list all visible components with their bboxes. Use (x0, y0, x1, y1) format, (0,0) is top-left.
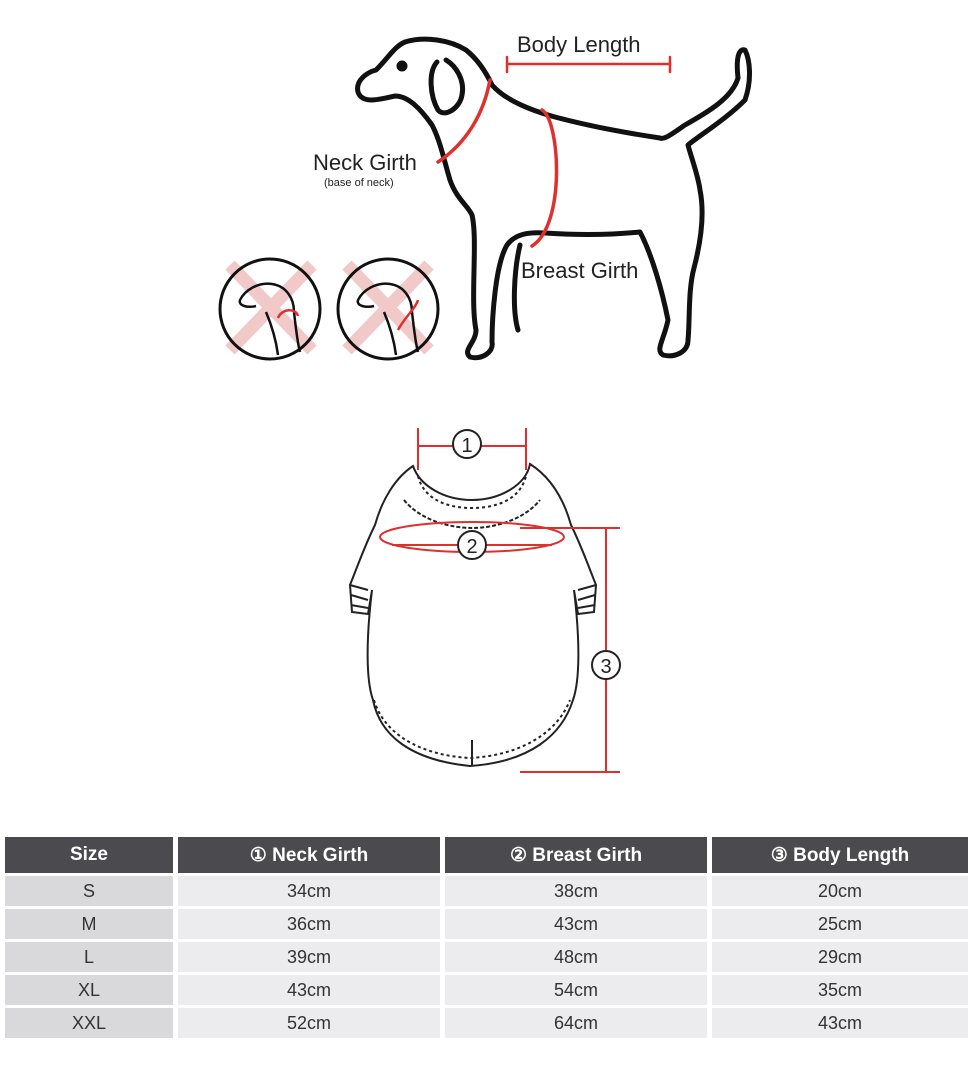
header-breast-girth: ② Breast Girth (445, 837, 707, 873)
neck-girth-cell: 43cm (178, 975, 440, 1005)
breast-girth-cell: 64cm (445, 1008, 707, 1038)
neck-girth-note: (base of neck) (324, 177, 394, 189)
table-row (5, 909, 968, 939)
header-size: Size (5, 837, 173, 873)
breast-girth-label: Breast Girth (521, 258, 639, 283)
body-length-cell: 25cm (712, 909, 968, 939)
dog-far-leg (514, 245, 520, 330)
marker-2: 2 (466, 536, 478, 558)
breast-girth-cell: 54cm (445, 975, 707, 1005)
wrong-example-1 (220, 259, 320, 359)
neck-girth-cell: 39cm (178, 942, 440, 972)
breast-girth-cell: 43cm (445, 909, 707, 939)
breast-girth-line (532, 110, 557, 246)
table-row (5, 975, 968, 1005)
table-row (5, 1008, 968, 1038)
table-row (5, 876, 968, 906)
neck-girth-cell: 52cm (178, 1008, 440, 1038)
garment-measurements (380, 428, 620, 772)
body-length-label: Body Length (517, 32, 641, 57)
header-neck-girth: ① Neck Girth (178, 837, 440, 873)
right-cuff (578, 585, 596, 608)
breast-girth-cell: 38cm (445, 876, 707, 906)
table-header-row (5, 837, 968, 873)
size-cell: XL (5, 975, 173, 1005)
size-cell: S (5, 876, 173, 906)
size-cell: M (5, 909, 173, 939)
marker-1: 1 (461, 435, 473, 457)
body-length-cell: 20cm (712, 876, 968, 906)
body-length-cell: 29cm (712, 942, 968, 972)
size-cell: L (5, 942, 173, 972)
garment-illustration (350, 464, 596, 766)
wrong-example-2 (338, 259, 438, 359)
size-chart-table (0, 834, 968, 1041)
marker-3: 3 (600, 656, 612, 678)
dog-eye (399, 63, 405, 69)
garment-neck-rib (418, 476, 526, 508)
dog-ear (431, 60, 463, 113)
neck-girth-cell: 34cm (178, 876, 440, 906)
neck-girth-cell: 36cm (178, 909, 440, 939)
header-body-length: ③ Body Length (712, 837, 968, 873)
body-length-cell: 35cm (712, 975, 968, 1005)
size-cell: XXL (5, 1008, 173, 1038)
garment-outline (350, 464, 596, 766)
left-cuff (350, 585, 368, 608)
table-row (5, 942, 968, 972)
neck-girth-label: Neck Girth (313, 150, 417, 175)
body-length-cell: 43cm (712, 1008, 968, 1038)
breast-girth-cell: 48cm (445, 942, 707, 972)
